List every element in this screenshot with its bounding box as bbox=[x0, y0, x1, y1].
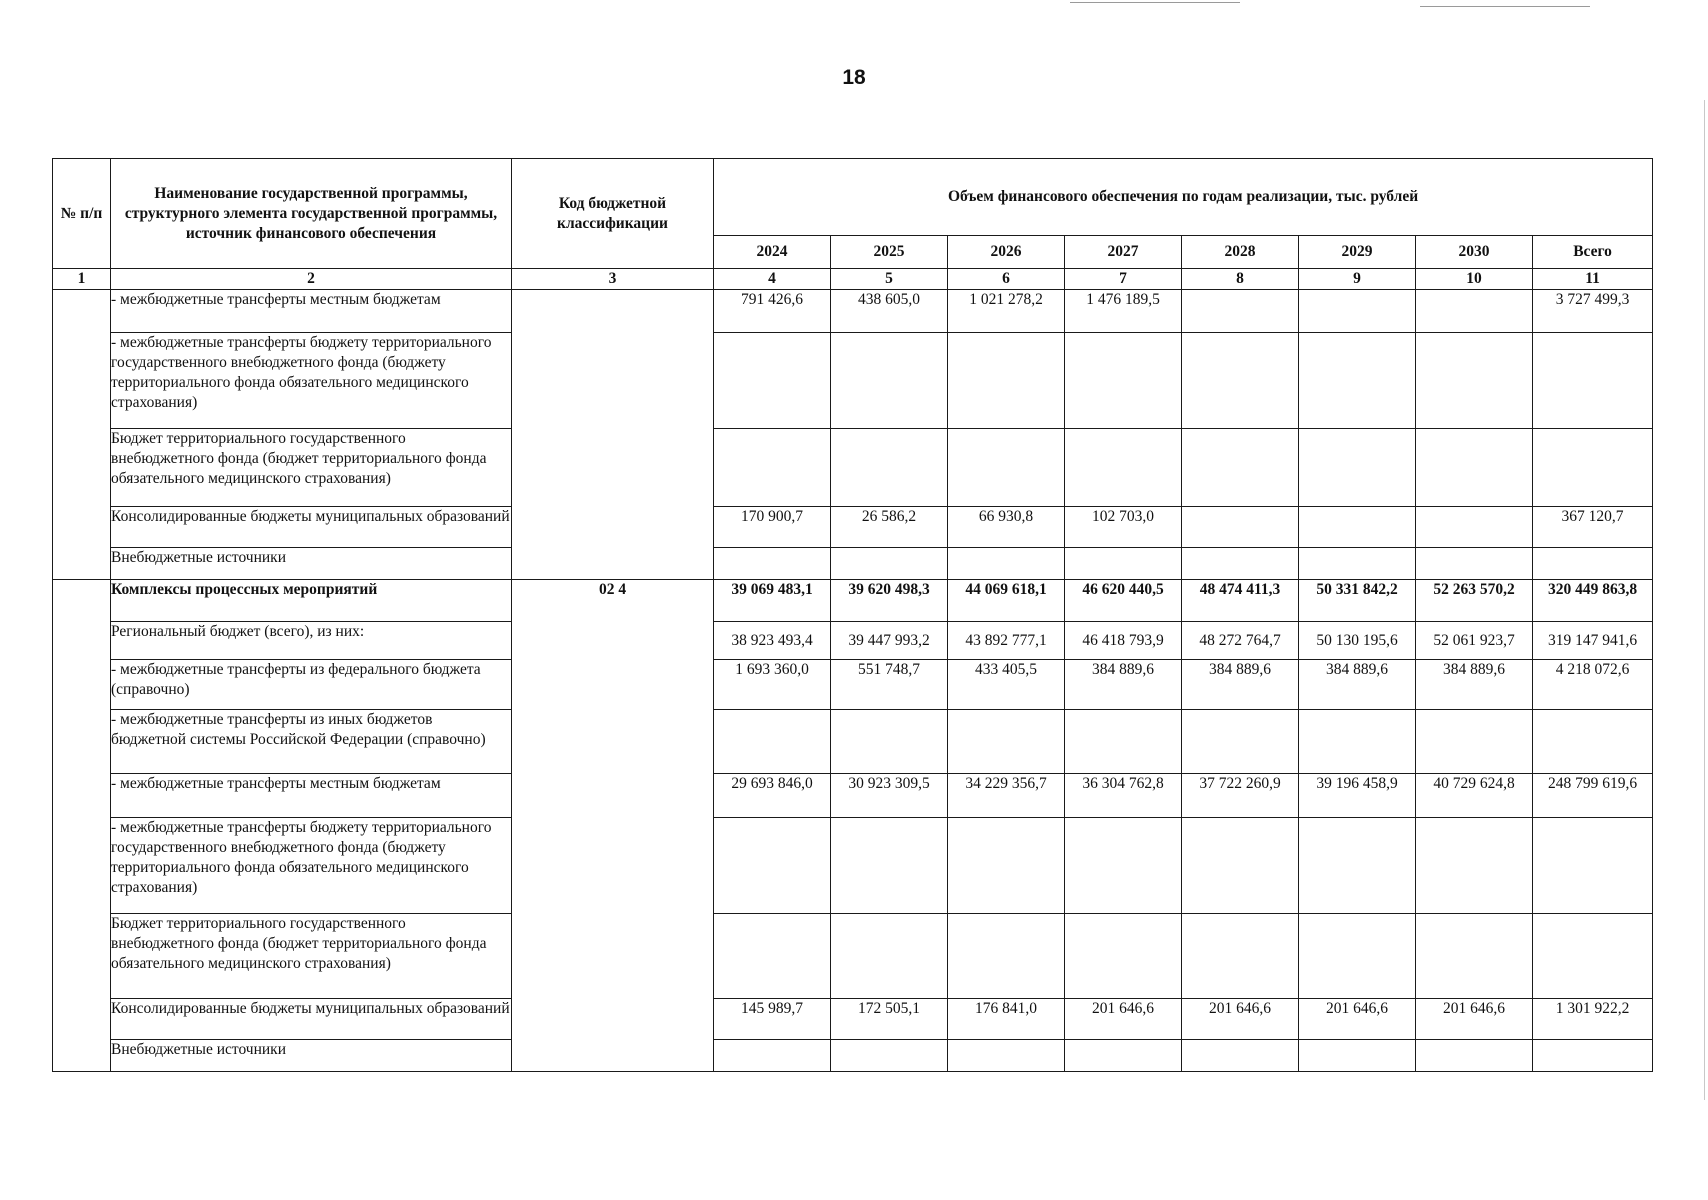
value-cell: 44 069 618,1 bbox=[948, 580, 1065, 622]
value-cell bbox=[1299, 710, 1416, 774]
budget-code: 02 4 bbox=[512, 580, 714, 1072]
table-row bbox=[53, 660, 1653, 710]
value-cell: 1 021 278,2 bbox=[948, 290, 1065, 333]
value-cell bbox=[1533, 1040, 1653, 1072]
value-cell bbox=[1065, 429, 1182, 507]
column-number: 2 bbox=[111, 269, 512, 290]
value-cell bbox=[1182, 1040, 1299, 1072]
header-year: 2030 bbox=[1416, 236, 1533, 269]
value-cell bbox=[1533, 818, 1653, 914]
value-cell bbox=[1533, 914, 1653, 999]
table-row bbox=[53, 818, 1653, 914]
value-cell bbox=[1299, 1040, 1416, 1072]
row-number-cell bbox=[53, 290, 111, 580]
value-cell bbox=[714, 818, 831, 914]
header-volume: Объем финансового обеспечения по годам реализации, тыс. рублей bbox=[714, 159, 1653, 236]
value-cell: 384 889,6 bbox=[1182, 660, 1299, 710]
row-name: Консолидированные бюджеты муниципальных образований bbox=[111, 999, 512, 1040]
table-body bbox=[53, 290, 1653, 1072]
value-cell: 201 646,6 bbox=[1299, 999, 1416, 1040]
row-name: - межбюджетные трансферты бюджету территориального государственного внебюджетного фонда (бюджету территориального фонда обязательного медицинского страхования) bbox=[111, 333, 512, 429]
value-cell bbox=[1182, 429, 1299, 507]
table-row bbox=[53, 548, 1653, 580]
value-cell bbox=[714, 710, 831, 774]
scan-margin-line bbox=[1704, 100, 1705, 1100]
value-cell bbox=[831, 818, 948, 914]
value-cell bbox=[1299, 548, 1416, 580]
value-cell: 26 586,2 bbox=[831, 507, 948, 548]
value-cell: 176 841,0 bbox=[948, 999, 1065, 1040]
value-cell bbox=[1182, 548, 1299, 580]
value-cell: 791 426,6 bbox=[714, 290, 831, 333]
value-cell bbox=[1416, 914, 1533, 999]
table-row bbox=[53, 290, 1653, 333]
value-cell bbox=[948, 548, 1065, 580]
table-row bbox=[53, 622, 1653, 660]
budget-table bbox=[52, 158, 1653, 1072]
value-cell bbox=[1065, 333, 1182, 429]
value-cell bbox=[1065, 818, 1182, 914]
row-name: Комплексы процессных мероприятий bbox=[111, 580, 512, 622]
value-cell: 50 331 842,2 bbox=[1299, 580, 1416, 622]
header-name: Наименование государственной программы, структурного элемента государственной программы, источник финансового обеспечения bbox=[111, 159, 512, 269]
table-row bbox=[53, 580, 1653, 622]
column-number: 5 bbox=[831, 269, 948, 290]
value-cell: 48 272 764,7 bbox=[1182, 622, 1299, 660]
value-cell bbox=[831, 333, 948, 429]
value-cell bbox=[1416, 507, 1533, 548]
value-cell bbox=[1299, 429, 1416, 507]
value-cell: 433 405,5 bbox=[948, 660, 1065, 710]
value-cell: 4 218 072,6 bbox=[1533, 660, 1653, 710]
column-number: 4 bbox=[714, 269, 831, 290]
column-number: 3 bbox=[512, 269, 714, 290]
value-cell bbox=[1416, 1040, 1533, 1072]
value-cell: 319 147 941,6 bbox=[1533, 622, 1653, 660]
table-row bbox=[53, 774, 1653, 818]
header-year: 2029 bbox=[1299, 236, 1416, 269]
value-cell: 50 130 195,6 bbox=[1299, 622, 1416, 660]
value-cell: 1 476 189,5 bbox=[1065, 290, 1182, 333]
row-name: Бюджет территориального государственного внебюджетного фонда (бюджет территориального фонда обязательного медицинского страхования) bbox=[111, 429, 512, 507]
value-cell: 551 748,7 bbox=[831, 660, 948, 710]
row-name: - межбюджетные трансферты местным бюджетам bbox=[111, 774, 512, 818]
value-cell bbox=[1182, 290, 1299, 333]
value-cell: 367 120,7 bbox=[1533, 507, 1653, 548]
row-name: Внебюджетные источники bbox=[111, 548, 512, 580]
scan-artifact-line bbox=[1420, 6, 1590, 7]
value-cell bbox=[1182, 333, 1299, 429]
row-name: - межбюджетные трансферты местным бюджетам bbox=[111, 290, 512, 333]
budget-code bbox=[512, 290, 714, 580]
row-name: Бюджет территориального государственного внебюджетного фонда (бюджет территориального фонда обязательного медицинского страхования) bbox=[111, 914, 512, 999]
value-cell: 40 729 624,8 bbox=[1416, 774, 1533, 818]
value-cell: 36 304 762,8 bbox=[1065, 774, 1182, 818]
header-year: 2026 bbox=[948, 236, 1065, 269]
value-cell: 48 474 411,3 bbox=[1182, 580, 1299, 622]
value-cell: 66 930,8 bbox=[948, 507, 1065, 548]
value-cell bbox=[1299, 818, 1416, 914]
value-cell: 39 196 458,9 bbox=[1299, 774, 1416, 818]
value-cell bbox=[1416, 429, 1533, 507]
value-cell bbox=[831, 914, 948, 999]
value-cell: 43 892 777,1 bbox=[948, 622, 1065, 660]
column-number: 10 bbox=[1416, 269, 1533, 290]
value-cell bbox=[1182, 710, 1299, 774]
table-row bbox=[53, 333, 1653, 429]
value-cell: 3 727 499,3 bbox=[1533, 290, 1653, 333]
value-cell bbox=[714, 333, 831, 429]
value-cell bbox=[1416, 333, 1533, 429]
value-cell: 34 229 356,7 bbox=[948, 774, 1065, 818]
value-cell: 39 069 483,1 bbox=[714, 580, 831, 622]
row-name: Региональный бюджет (всего), из них: bbox=[111, 622, 512, 660]
row-name: Внебюджетные источники bbox=[111, 1040, 512, 1072]
value-cell: 384 889,6 bbox=[1065, 660, 1182, 710]
value-cell bbox=[1299, 914, 1416, 999]
value-cell: 52 263 570,2 bbox=[1416, 580, 1533, 622]
header-year: 2025 bbox=[831, 236, 948, 269]
value-cell bbox=[1299, 333, 1416, 429]
value-cell: 320 449 863,8 bbox=[1533, 580, 1653, 622]
value-cell bbox=[1065, 914, 1182, 999]
header-year: 2027 bbox=[1065, 236, 1182, 269]
value-cell: 37 722 260,9 bbox=[1182, 774, 1299, 818]
column-number: 1 bbox=[53, 269, 111, 290]
value-cell bbox=[1533, 710, 1653, 774]
value-cell: 438 605,0 bbox=[831, 290, 948, 333]
table-row bbox=[53, 710, 1653, 774]
value-cell bbox=[831, 429, 948, 507]
value-cell: 29 693 846,0 bbox=[714, 774, 831, 818]
value-cell: 170 900,7 bbox=[714, 507, 831, 548]
value-cell: 384 889,6 bbox=[1416, 660, 1533, 710]
column-number: 9 bbox=[1299, 269, 1416, 290]
value-cell: 46 620 440,5 bbox=[1065, 580, 1182, 622]
value-cell bbox=[948, 818, 1065, 914]
value-cell bbox=[1065, 710, 1182, 774]
row-number-cell bbox=[53, 580, 111, 1072]
value-cell: 201 646,6 bbox=[1416, 999, 1533, 1040]
value-cell bbox=[1299, 290, 1416, 333]
value-cell bbox=[1416, 710, 1533, 774]
value-cell: 38 923 493,4 bbox=[714, 622, 831, 660]
row-name: - межбюджетные трансферты бюджету территориального государственного внебюджетного фонда (бюджету территориального фонда обязательного медицинского страхования) bbox=[111, 818, 512, 914]
value-cell bbox=[1299, 507, 1416, 548]
value-cell: 52 061 923,7 bbox=[1416, 622, 1533, 660]
value-cell: 201 646,6 bbox=[1182, 999, 1299, 1040]
value-cell: 1 301 922,2 bbox=[1533, 999, 1653, 1040]
value-cell: 145 989,7 bbox=[714, 999, 831, 1040]
value-cell bbox=[1533, 548, 1653, 580]
value-cell bbox=[1416, 548, 1533, 580]
column-numbers-row bbox=[53, 269, 1653, 290]
column-number: 8 bbox=[1182, 269, 1299, 290]
value-cell bbox=[1182, 818, 1299, 914]
value-cell bbox=[831, 1040, 948, 1072]
value-cell bbox=[948, 1040, 1065, 1072]
value-cell bbox=[1416, 818, 1533, 914]
table-row bbox=[53, 999, 1653, 1040]
value-cell bbox=[714, 429, 831, 507]
value-cell bbox=[1182, 914, 1299, 999]
value-cell bbox=[831, 548, 948, 580]
table-row bbox=[53, 914, 1653, 999]
value-cell bbox=[1533, 333, 1653, 429]
header-year: Всего bbox=[1533, 236, 1653, 269]
value-cell bbox=[831, 710, 948, 774]
value-cell bbox=[714, 914, 831, 999]
row-name: - межбюджетные трансферты из иных бюджетов бюджетной системы Российской Федерации (справочно) bbox=[111, 710, 512, 774]
value-cell: 102 703,0 bbox=[1065, 507, 1182, 548]
value-cell: 384 889,6 bbox=[1299, 660, 1416, 710]
value-cell bbox=[948, 914, 1065, 999]
value-cell bbox=[1182, 507, 1299, 548]
table-row bbox=[53, 429, 1653, 507]
value-cell bbox=[1416, 290, 1533, 333]
row-name: Консолидированные бюджеты муниципальных образований bbox=[111, 507, 512, 548]
value-cell: 39 447 993,2 bbox=[831, 622, 948, 660]
value-cell: 39 620 498,3 bbox=[831, 580, 948, 622]
value-cell bbox=[948, 333, 1065, 429]
value-cell: 46 418 793,9 bbox=[1065, 622, 1182, 660]
value-cell bbox=[1065, 1040, 1182, 1072]
scan-artifact-line bbox=[1070, 2, 1240, 3]
value-cell bbox=[714, 548, 831, 580]
value-cell bbox=[1065, 548, 1182, 580]
value-cell bbox=[1533, 429, 1653, 507]
value-cell: 1 693 360,0 bbox=[714, 660, 831, 710]
column-number: 7 bbox=[1065, 269, 1182, 290]
value-cell bbox=[714, 1040, 831, 1072]
value-cell: 172 505,1 bbox=[831, 999, 948, 1040]
value-cell: 248 799 619,6 bbox=[1533, 774, 1653, 818]
column-number: 6 bbox=[948, 269, 1065, 290]
page-number: 18 bbox=[842, 66, 866, 89]
row-name: - межбюджетные трансферты из федерального бюджета (справочно) bbox=[111, 660, 512, 710]
value-cell bbox=[948, 710, 1065, 774]
table-row bbox=[53, 1040, 1653, 1072]
column-number: 11 bbox=[1533, 269, 1653, 290]
value-cell: 201 646,6 bbox=[1065, 999, 1182, 1040]
header-code: Код бюджетной классификации bbox=[512, 159, 714, 269]
header-number: № п/п bbox=[53, 159, 111, 269]
value-cell bbox=[948, 429, 1065, 507]
value-cell: 30 923 309,5 bbox=[831, 774, 948, 818]
header-year: 2028 bbox=[1182, 236, 1299, 269]
table-row bbox=[53, 507, 1653, 548]
header-year: 2024 bbox=[714, 236, 831, 269]
